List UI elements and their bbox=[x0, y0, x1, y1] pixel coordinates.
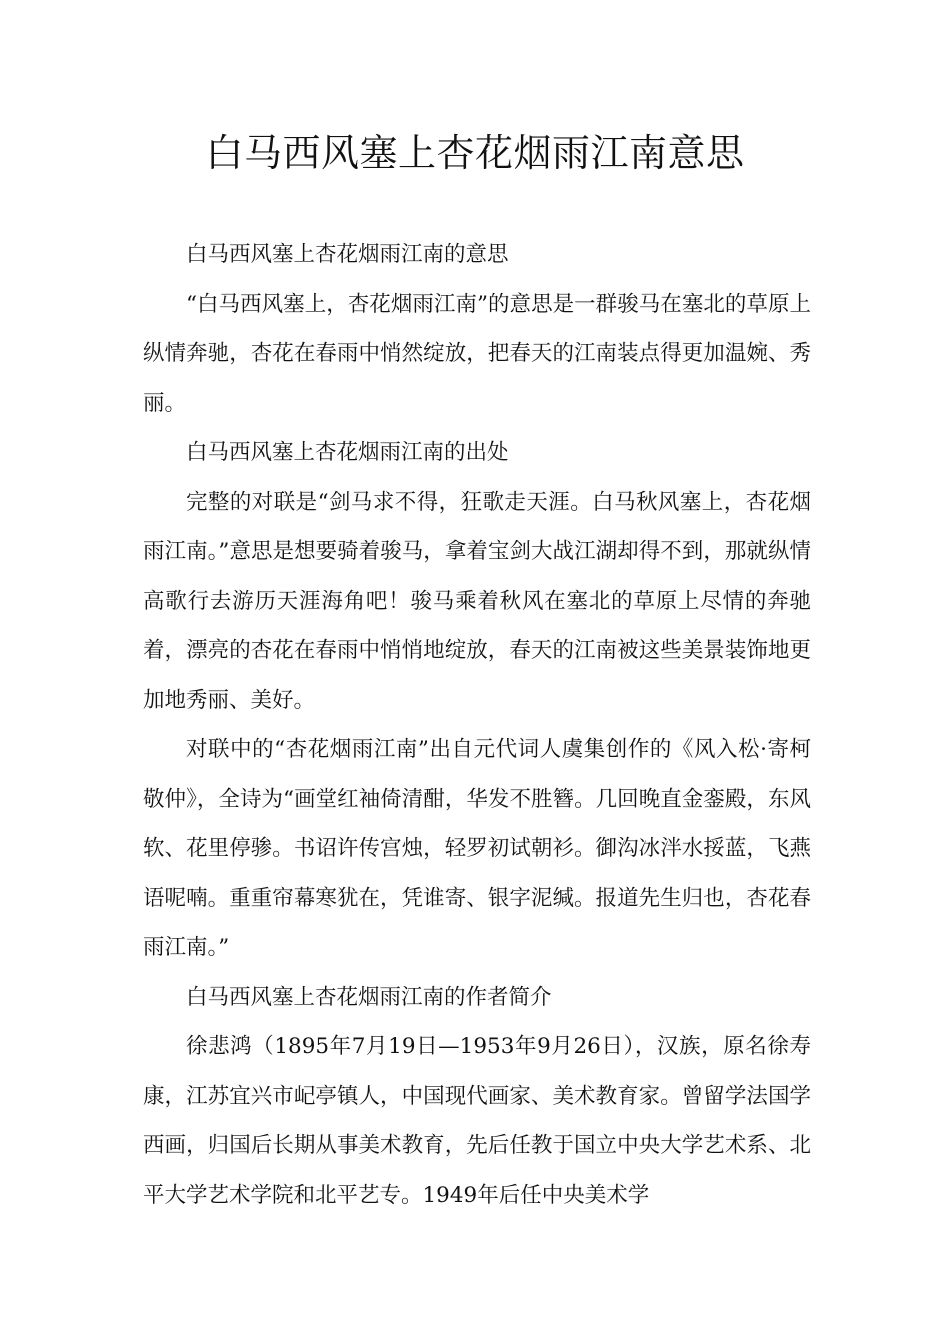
paragraph-poem: 对联中的“杏花烟雨江南”出自元代词人虞集创作的《风入松·寄柯敬仲》，全诗为“画堂红袖倚清酣，华发不胜簪。几回晚直金銮殿，东风软、花里停骖。书诏许传宫烛，轻罗初试朝衫。御沟冰泮水挼蓝，飞燕语呢喃。重重帘幕寒犹在，凭谁寄、银字泥缄。报道先生归也，杏花春雨江南。” bbox=[143, 737, 811, 960]
paragraph-heading-meaning: 白马西风塞上杏花烟雨江南的意思 bbox=[186, 242, 509, 267]
paragraph-heading-author: 白马西风塞上杏花烟雨江南的作者简介 bbox=[186, 984, 552, 1010]
paragraph-author: 徐悲鸿（1895年7月19日—1953年9月26日），汉族，原名徐寿康，江苏宜兴市屺亭镇人，中国现代画家、美术教育家。曾留学法国学西画，归国后长期从事美术教育，先后任教于国立中央大学艺术系、北平大学艺术学院和北平艺专。1949年后任中央美术学 bbox=[143, 1034, 811, 1208]
paragraph-heading-source: 白马西风塞上杏花烟雨江南的出处 bbox=[186, 440, 509, 465]
paragraph-meaning: “白马西风塞上，杏花烟雨江南”的意思是一群骏马在塞北的草原上纵情奔驰，杏花在春雨中悄然绽放，把春天的江南装点得更加温婉、秀丽。 bbox=[143, 291, 811, 416]
document-body bbox=[143, 230, 811, 1220]
paragraph-source: 完整的对联是“剑马求不得，狂歌走天涯。白马秋风塞上，杏花烟雨江南。”意思是想要骑着骏马，拿着宝剑大战江湖却得不到，那就纵情高歌行去游历天涯海角吧！骏马乘着秋风在塞北的草原上尽情的奔驰着，漂亮的杏花在春雨中悄悄地绽放，春天的江南被这些美景装饰地更加地秀丽、美好。 bbox=[143, 489, 811, 713]
document-title: 白马西风塞上杏花烟雨江南意思 bbox=[205, 131, 745, 175]
